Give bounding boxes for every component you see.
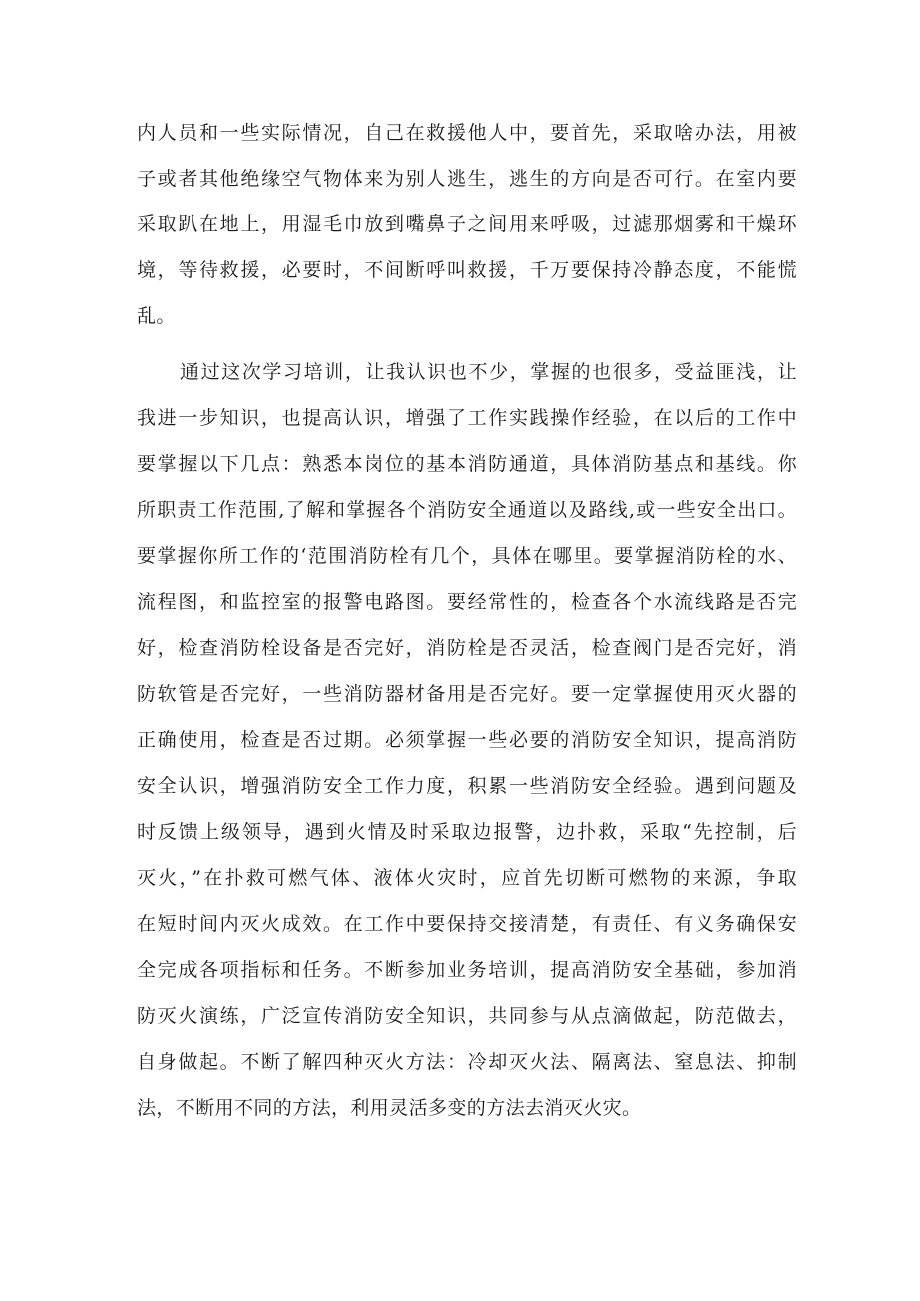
text-line: 防灭火演练，广泛宣传消防安全知识，共同参与从点滴做起，防范做去，: [137, 1005, 797, 1027]
text-line: 时反馈上级领导，遇到火情及时采取边报警，边扑救，采取“先控制，后: [137, 821, 797, 843]
text-line: 境，等待救援，必要时，不间断呼叫救援，千万要保持冷静态度，不能慌: [137, 259, 797, 281]
text-line: 全完成各项指标和任务。不断参加业务培训，提高消防安全基础，参加消: [137, 959, 797, 981]
text-line: 要掌握你所工作的‘范围消防栓有几个，具体在哪里。要掌握消防栓的水、: [137, 545, 797, 567]
text-line: 法，不断用不同的方法，利用灵活多变的方法去消灭火灾。: [137, 1097, 642, 1119]
text-line: 乱。: [137, 305, 176, 327]
text-line: 灭火，”在扑救可燃气体、液体火灾时，应首先切断可燃物的来源，争取: [137, 867, 797, 889]
text-line: 流程图，和监控室的报警电路图。要经常性的，检查各个水流线路是否完: [137, 591, 797, 613]
text-line: 自身做起。不断了解四种灭火方法：冷却灭火法、隔离法、窒息法、抑制: [137, 1051, 797, 1073]
text-line: 要掌握以下几点：熟悉本岗位的基本消防通道，具体消防基点和基线。你: [137, 453, 797, 475]
text-line: 防软管是否完好，一些消防器材备用是否完好。要一定掌握使用灭火器的: [137, 683, 797, 705]
text-line: 好，检查消防栓设备是否完好，消防栓是否灵活，检查阀门是否完好，消: [137, 637, 797, 659]
text-line: 内人员和一些实际情况，自己在救援他人中，要首先，采取啥办法，用被: [137, 122, 797, 144]
text-line: 通过这次学习培训，让我认识也不少，掌握的也很多，受益匪浅，让: [180, 361, 797, 383]
text-line: 我进一步知识，也提高认识，增强了工作实践操作经验，在以后的工作中: [137, 407, 797, 429]
text-line: 安全认识，增强消防安全工作力度，积累一些消防安全经验。遇到问题及: [137, 775, 797, 797]
text-line: 在短时间内灭火成效。在工作中要保持交接清楚，有责任、有义务确保安: [137, 913, 797, 935]
text-line: 采取趴在地上，用湿毛巾放到嘴鼻子之间用来呼吸，过滤那烟雾和干燥环: [137, 213, 797, 235]
text-line: 正确使用，检查是否过期。必须掌握一些必要的消防安全知识，提高消防: [137, 729, 797, 751]
text-line: 子或者其他绝缘空气物体来为别人逃生，逃生的方向是否可行。在室内要: [137, 168, 797, 190]
text-line: 所职责工作范围,了解和掌握各个消防安全通道以及路线,或一些安全出口。: [137, 499, 797, 521]
